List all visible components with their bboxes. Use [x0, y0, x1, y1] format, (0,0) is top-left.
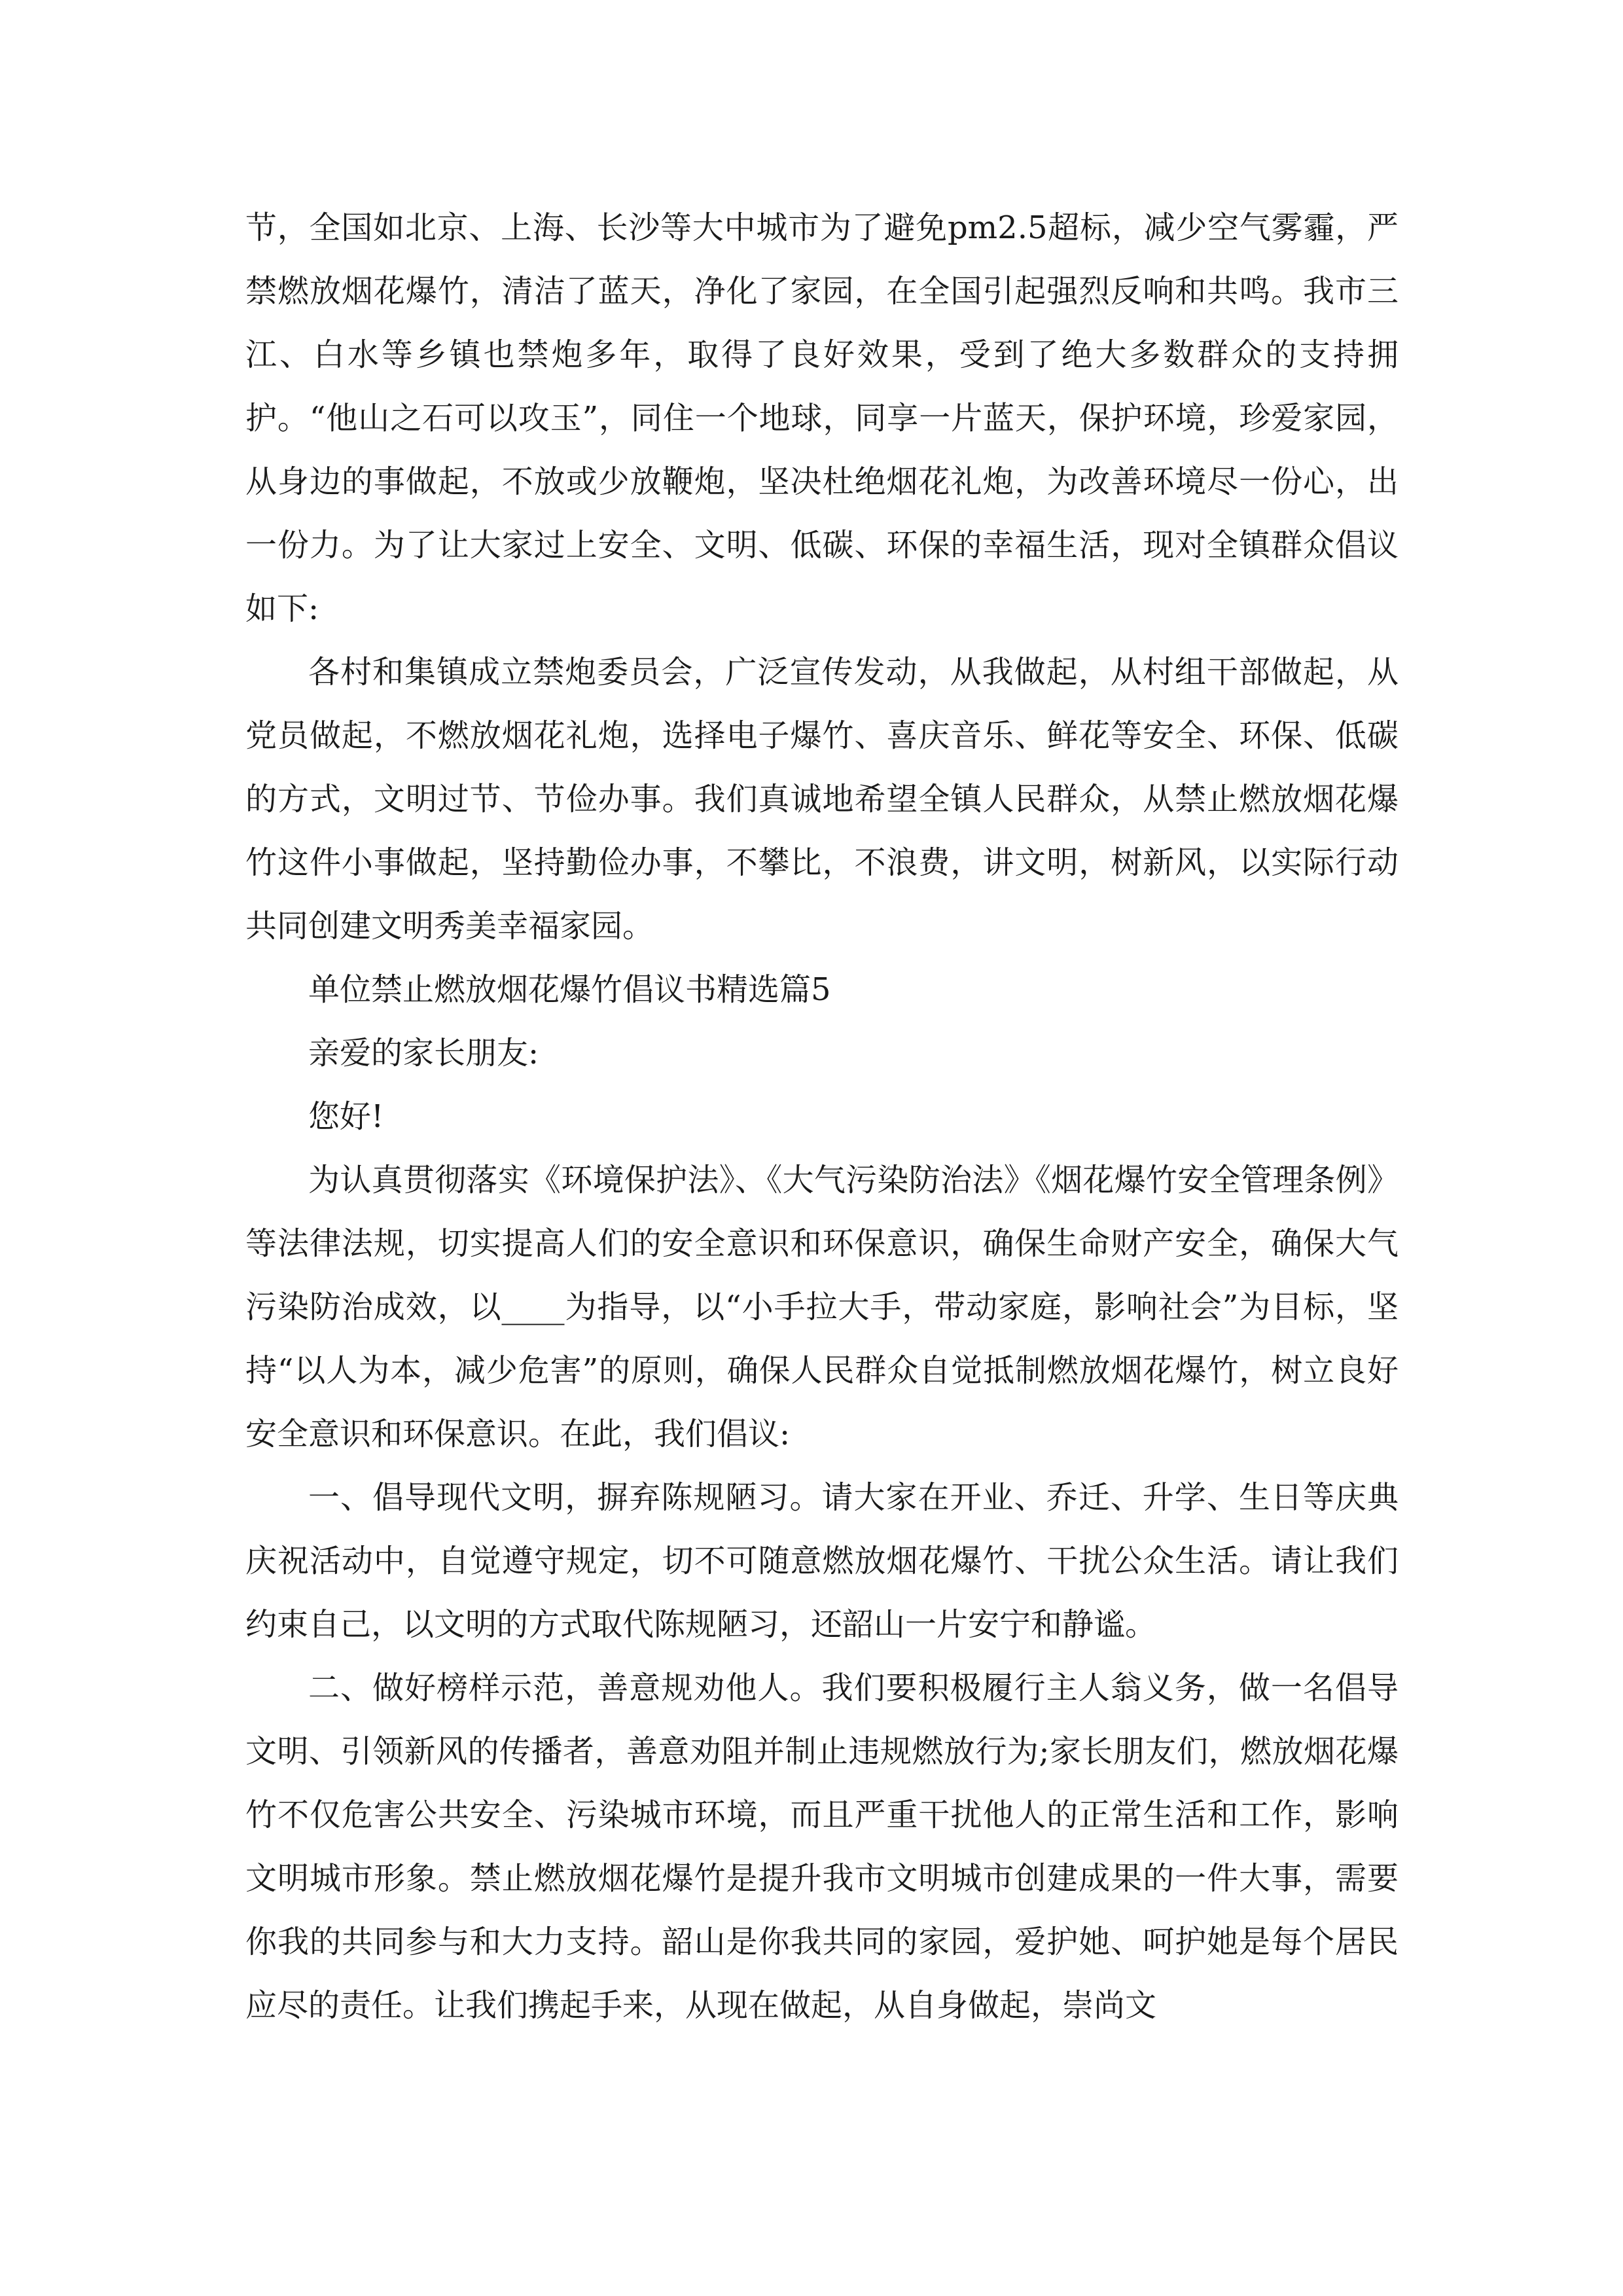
body-text: [245, 196, 1399, 2037]
paragraph-intro: 为认真贯彻落实《环境保护法》、《大气污染防治法》《烟花爆竹安全管理条例》等法律法规，切实提高人们的安全意识和环保意识，确保生命财产安全，确保大气污染防治成效，以____为指导，以“小手拉大手，带动家庭，影响社会”为目标，坚持“以人为本，减少危害”的原则，确保人民群众自觉抵制燃放烟花爆竹，树立良好安全意识和环保意识。在此，我们倡议:: [245, 1162, 1399, 1452]
paragraph-point-1: 一、倡导现代文明，摒弃陈规陋习。请大家在开业、乔迁、升学、生日等庆典庆祝活动中，自觉遵守规定，切不可随意燃放烟花爆竹、干扰公众生活。请让我们约束自己，以文明的方式取代陈规陋习，还韶山一片安宁和静谧。: [245, 1479, 1399, 1643]
paragraph-proposal: 各村和集镇成立禁炮委员会，广泛宣传发动，从我做起，从村组干部做起，从党员做起，不燃放烟花礼炮，选择电子爆竹、喜庆音乐、鲜花等安全、环保、低碳的方式，文明过节、节俭办事。我们真诚地希望全镇人民群众，从禁止燃放烟花爆竹这件小事做起，坚持勤俭办事，不攀比，不浪费，讲文明，树新风，以实际行动共同创建文明秀美幸福家园。: [245, 654, 1399, 944]
paragraph-point-2: 二、做好榜样示范，善意规劝他人。我们要积极履行主人翁义务，做一名倡导文明、引领新风的传播者，善意劝阻并制止违规燃放行为;家长朋友们，燃放烟花爆竹不仅危害公共安全、污染城市环境，而且严重干扰他人的正常生活和工作，影响文明城市形象。禁止燃放烟花爆竹是提升我市文明城市创建成果的一件大事，需要你我的共同参与和大力支持。韶山是你我共同的家园，爱护她、呵护她是每个居民应尽的责任。让我们携起手来，从现在做起，从自身做起，崇尚文: [245, 1670, 1399, 2024]
greeting: 您好!: [308, 1098, 384, 1135]
paragraph-continued: 节，全国如北京、上海、长沙等大中城市为了避免pm2.5超标，减少空气雾霾，严禁燃放烟花爆竹，清洁了蓝天，净化了家园，在全国引起强烈反响和共鸣。我市三江、白水等乡镇也禁炮多年，取得了良好效果，受到了绝大多数群众的支持拥护。“他山之石可以攻玉”，同住一个地球，同享一片蓝天，保护环境，珍爱家园，从身边的事做起，不放或少放鞭炮，坚决杜绝烟花礼炮，为改善环境尽一份心，出一份力。为了让大家过上安全、文明、低碳、环保的幸福生活，现对全镇群众倡议如下:: [245, 209, 1399, 627]
section-heading: 单位禁止燃放烟花爆竹倡议书精选篇5: [308, 971, 831, 1008]
salutation: 亲爱的家长朋友:: [308, 1035, 539, 1071]
